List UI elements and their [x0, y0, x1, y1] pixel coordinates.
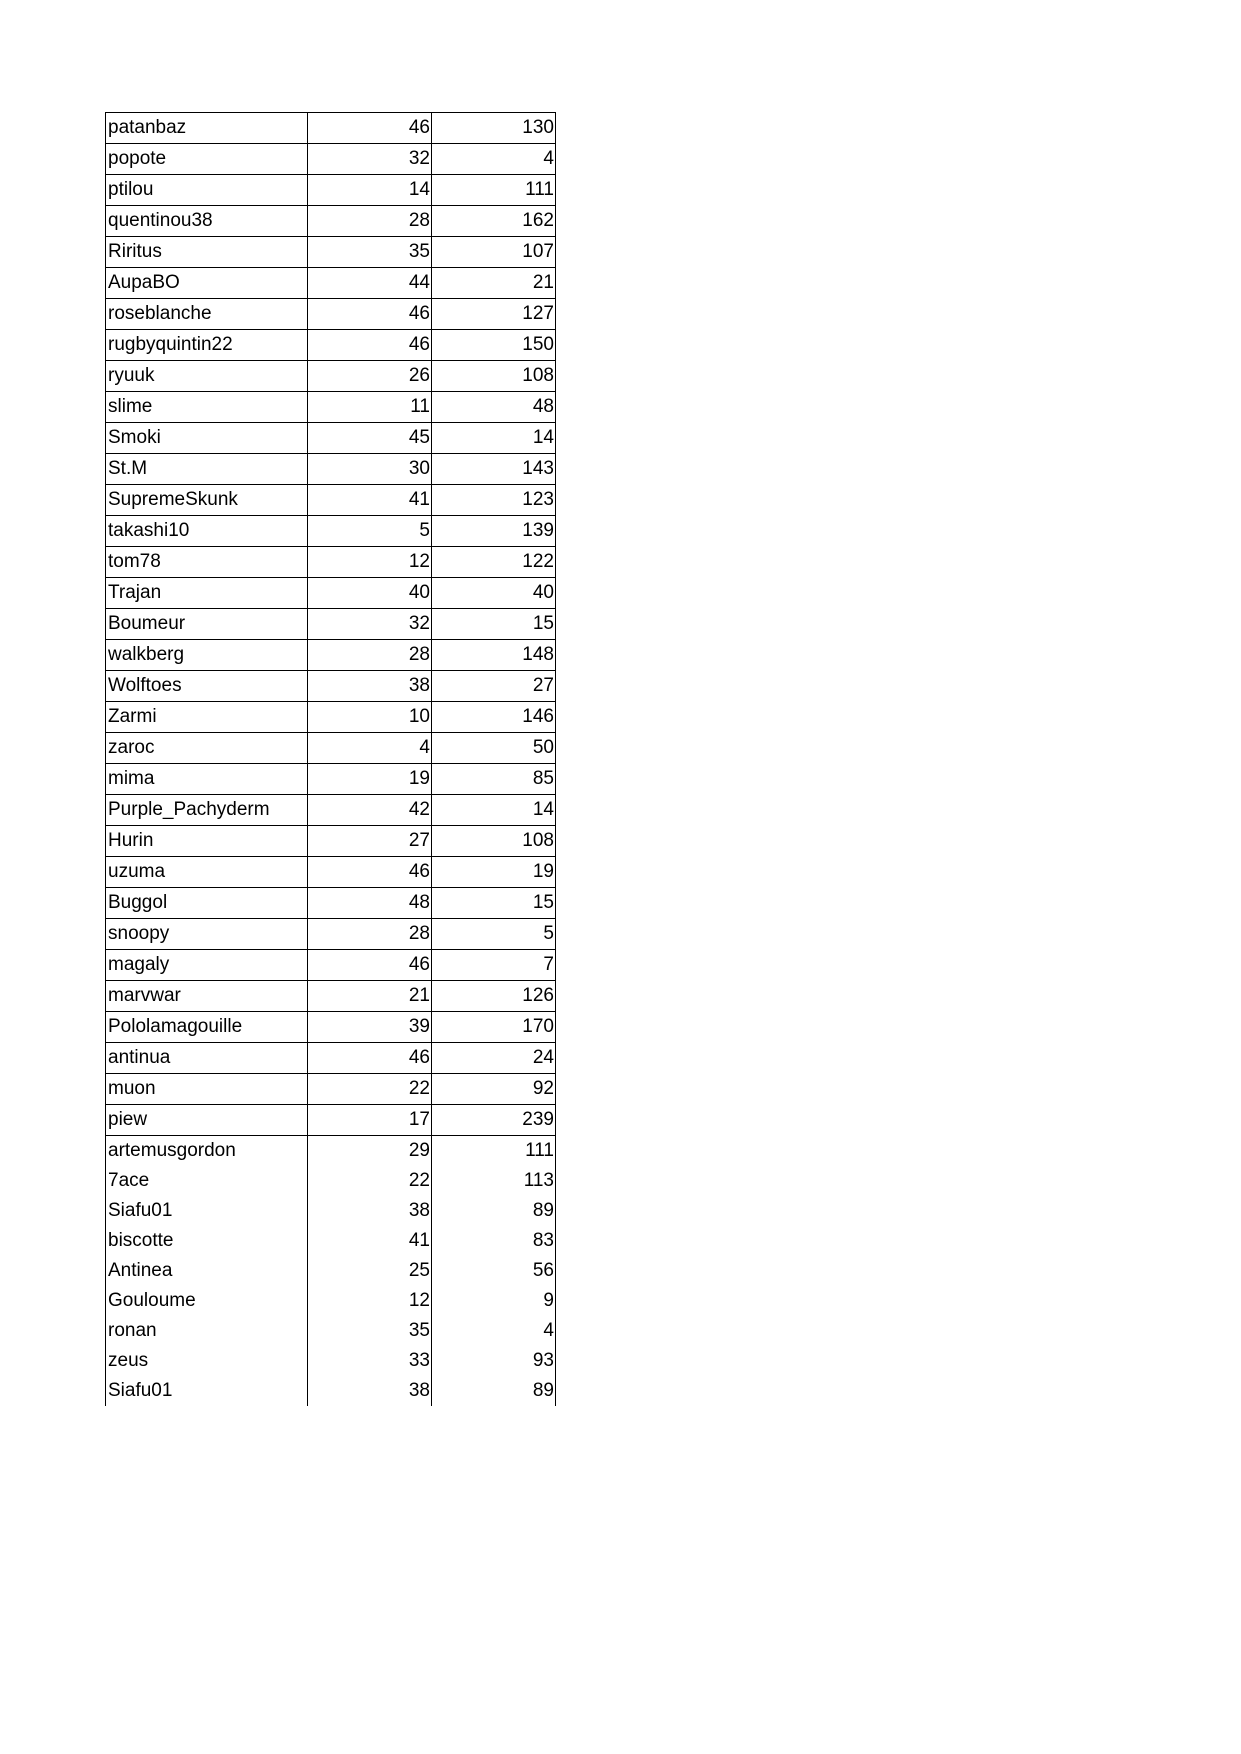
value-a-cell: 46 [308, 330, 432, 361]
value-a-cell: 12 [308, 1286, 432, 1316]
table-row [106, 423, 556, 454]
value-b-cell: 19 [432, 857, 556, 888]
value-b-cell: 111 [432, 1136, 556, 1167]
name-cell: mima [106, 764, 308, 795]
value-a-cell: 38 [308, 1196, 432, 1226]
table-row [106, 795, 556, 826]
name-cell: Gouloume [106, 1286, 308, 1316]
value-b-cell: 85 [432, 764, 556, 795]
table-row [106, 392, 556, 423]
value-b-cell: 9 [432, 1286, 556, 1316]
table-row [106, 1166, 556, 1196]
value-b-cell: 7 [432, 950, 556, 981]
value-b-cell: 127 [432, 299, 556, 330]
score-table [105, 112, 556, 1406]
value-a-cell: 46 [308, 950, 432, 981]
name-cell: slime [106, 392, 308, 423]
table-row [106, 981, 556, 1012]
name-cell: ronan [106, 1316, 308, 1346]
value-a-cell: 42 [308, 795, 432, 826]
value-b-cell: 89 [432, 1196, 556, 1226]
name-cell: roseblanche [106, 299, 308, 330]
table-row [106, 1136, 556, 1167]
table-row [106, 1256, 556, 1286]
value-a-cell: 32 [308, 144, 432, 175]
name-cell: artemusgordon [106, 1136, 308, 1167]
value-b-cell: 139 [432, 516, 556, 547]
name-cell: ptilou [106, 175, 308, 206]
value-a-cell: 48 [308, 888, 432, 919]
value-b-cell: 48 [432, 392, 556, 423]
table-row [106, 826, 556, 857]
table-row [106, 1012, 556, 1043]
table-row [106, 888, 556, 919]
value-b-cell: 14 [432, 423, 556, 454]
name-cell: Boumeur [106, 609, 308, 640]
value-b-cell: 21 [432, 268, 556, 299]
table-row [106, 113, 556, 144]
name-cell: muon [106, 1074, 308, 1105]
value-a-cell: 35 [308, 237, 432, 268]
value-b-cell: 83 [432, 1226, 556, 1256]
value-a-cell: 22 [308, 1074, 432, 1105]
value-b-cell: 40 [432, 578, 556, 609]
name-cell: Trajan [106, 578, 308, 609]
value-b-cell: 162 [432, 206, 556, 237]
table-row [106, 1226, 556, 1256]
value-b-cell: 24 [432, 1043, 556, 1074]
table-row [106, 1316, 556, 1346]
value-b-cell: 143 [432, 454, 556, 485]
name-cell: marvwar [106, 981, 308, 1012]
value-b-cell: 150 [432, 330, 556, 361]
name-cell: popote [106, 144, 308, 175]
name-cell: St.M [106, 454, 308, 485]
value-b-cell: 4 [432, 144, 556, 175]
name-cell: patanbaz [106, 113, 308, 144]
value-b-cell: 27 [432, 671, 556, 702]
value-b-cell: 15 [432, 888, 556, 919]
table-row [106, 1376, 556, 1406]
name-cell: SupremeSkunk [106, 485, 308, 516]
value-a-cell: 30 [308, 454, 432, 485]
table-row [106, 609, 556, 640]
name-cell: Antinea [106, 1256, 308, 1286]
value-b-cell: 108 [432, 361, 556, 392]
value-b-cell: 148 [432, 640, 556, 671]
table-row [106, 733, 556, 764]
name-cell: antinua [106, 1043, 308, 1074]
value-a-cell: 46 [308, 857, 432, 888]
table-row [106, 268, 556, 299]
value-a-cell: 28 [308, 206, 432, 237]
value-a-cell: 28 [308, 640, 432, 671]
value-b-cell: 123 [432, 485, 556, 516]
name-cell: Zarmi [106, 702, 308, 733]
name-cell: rugbyquintin22 [106, 330, 308, 361]
value-b-cell: 89 [432, 1376, 556, 1406]
value-a-cell: 35 [308, 1316, 432, 1346]
value-b-cell: 239 [432, 1105, 556, 1136]
table-row [106, 640, 556, 671]
value-a-cell: 25 [308, 1256, 432, 1286]
name-cell: Hurin [106, 826, 308, 857]
value-b-cell: 93 [432, 1346, 556, 1376]
value-a-cell: 46 [308, 299, 432, 330]
table-row [106, 764, 556, 795]
value-a-cell: 39 [308, 1012, 432, 1043]
table-row [106, 237, 556, 268]
name-cell: zeus [106, 1346, 308, 1376]
value-b-cell: 50 [432, 733, 556, 764]
value-b-cell: 111 [432, 175, 556, 206]
value-a-cell: 38 [308, 671, 432, 702]
name-cell: Wolftoes [106, 671, 308, 702]
value-b-cell: 146 [432, 702, 556, 733]
name-cell: uzuma [106, 857, 308, 888]
name-cell: tom78 [106, 547, 308, 578]
name-cell: biscotte [106, 1226, 308, 1256]
name-cell: Pololamagouille [106, 1012, 308, 1043]
value-b-cell: 4 [432, 1316, 556, 1346]
value-a-cell: 29 [308, 1136, 432, 1167]
value-a-cell: 41 [308, 1226, 432, 1256]
value-a-cell: 22 [308, 1166, 432, 1196]
name-cell: snoopy [106, 919, 308, 950]
value-a-cell: 27 [308, 826, 432, 857]
value-a-cell: 4 [308, 733, 432, 764]
name-cell: ryuuk [106, 361, 308, 392]
name-cell: piew [106, 1105, 308, 1136]
name-cell: Riritus [106, 237, 308, 268]
table-row [106, 547, 556, 578]
table-row [106, 485, 556, 516]
value-a-cell: 41 [308, 485, 432, 516]
value-b-cell: 5 [432, 919, 556, 950]
table-row [106, 454, 556, 485]
value-b-cell: 113 [432, 1166, 556, 1196]
name-cell: Smoki [106, 423, 308, 454]
value-a-cell: 12 [308, 547, 432, 578]
name-cell: Siafu01 [106, 1376, 308, 1406]
value-b-cell: 108 [432, 826, 556, 857]
table-row [106, 1105, 556, 1136]
value-a-cell: 33 [308, 1346, 432, 1376]
value-a-cell: 44 [308, 268, 432, 299]
table-row [106, 857, 556, 888]
value-b-cell: 130 [432, 113, 556, 144]
value-b-cell: 92 [432, 1074, 556, 1105]
table-row [106, 702, 556, 733]
value-a-cell: 14 [308, 175, 432, 206]
value-a-cell: 38 [308, 1376, 432, 1406]
name-cell: zaroc [106, 733, 308, 764]
value-a-cell: 40 [308, 578, 432, 609]
value-b-cell: 107 [432, 237, 556, 268]
table-row [106, 330, 556, 361]
value-b-cell: 15 [432, 609, 556, 640]
value-a-cell: 10 [308, 702, 432, 733]
table-row [106, 1043, 556, 1074]
table-row [106, 919, 556, 950]
table-row [106, 516, 556, 547]
name-cell: walkberg [106, 640, 308, 671]
score-table-body [106, 113, 556, 1407]
table-row [106, 950, 556, 981]
value-a-cell: 46 [308, 1043, 432, 1074]
value-b-cell: 126 [432, 981, 556, 1012]
name-cell: AupaBO [106, 268, 308, 299]
table-row [106, 299, 556, 330]
value-a-cell: 26 [308, 361, 432, 392]
table-row [106, 1286, 556, 1316]
value-b-cell: 122 [432, 547, 556, 578]
value-a-cell: 5 [308, 516, 432, 547]
value-a-cell: 17 [308, 1105, 432, 1136]
name-cell: magaly [106, 950, 308, 981]
table-row [106, 1346, 556, 1376]
value-b-cell: 14 [432, 795, 556, 826]
table-row [106, 175, 556, 206]
name-cell: quentinou38 [106, 206, 308, 237]
value-a-cell: 21 [308, 981, 432, 1012]
table-row [106, 206, 556, 237]
value-b-cell: 170 [432, 1012, 556, 1043]
table-row [106, 1196, 556, 1226]
table-row [106, 671, 556, 702]
value-a-cell: 45 [308, 423, 432, 454]
name-cell: 7ace [106, 1166, 308, 1196]
value-a-cell: 19 [308, 764, 432, 795]
name-cell: Siafu01 [106, 1196, 308, 1226]
table-row [106, 1074, 556, 1105]
value-b-cell: 56 [432, 1256, 556, 1286]
value-a-cell: 46 [308, 113, 432, 144]
name-cell: takashi10 [106, 516, 308, 547]
name-cell: Buggol [106, 888, 308, 919]
table-row [106, 144, 556, 175]
value-a-cell: 11 [308, 392, 432, 423]
table-row [106, 578, 556, 609]
name-cell: Purple_Pachyderm [106, 795, 308, 826]
value-a-cell: 32 [308, 609, 432, 640]
value-a-cell: 28 [308, 919, 432, 950]
table-row [106, 361, 556, 392]
